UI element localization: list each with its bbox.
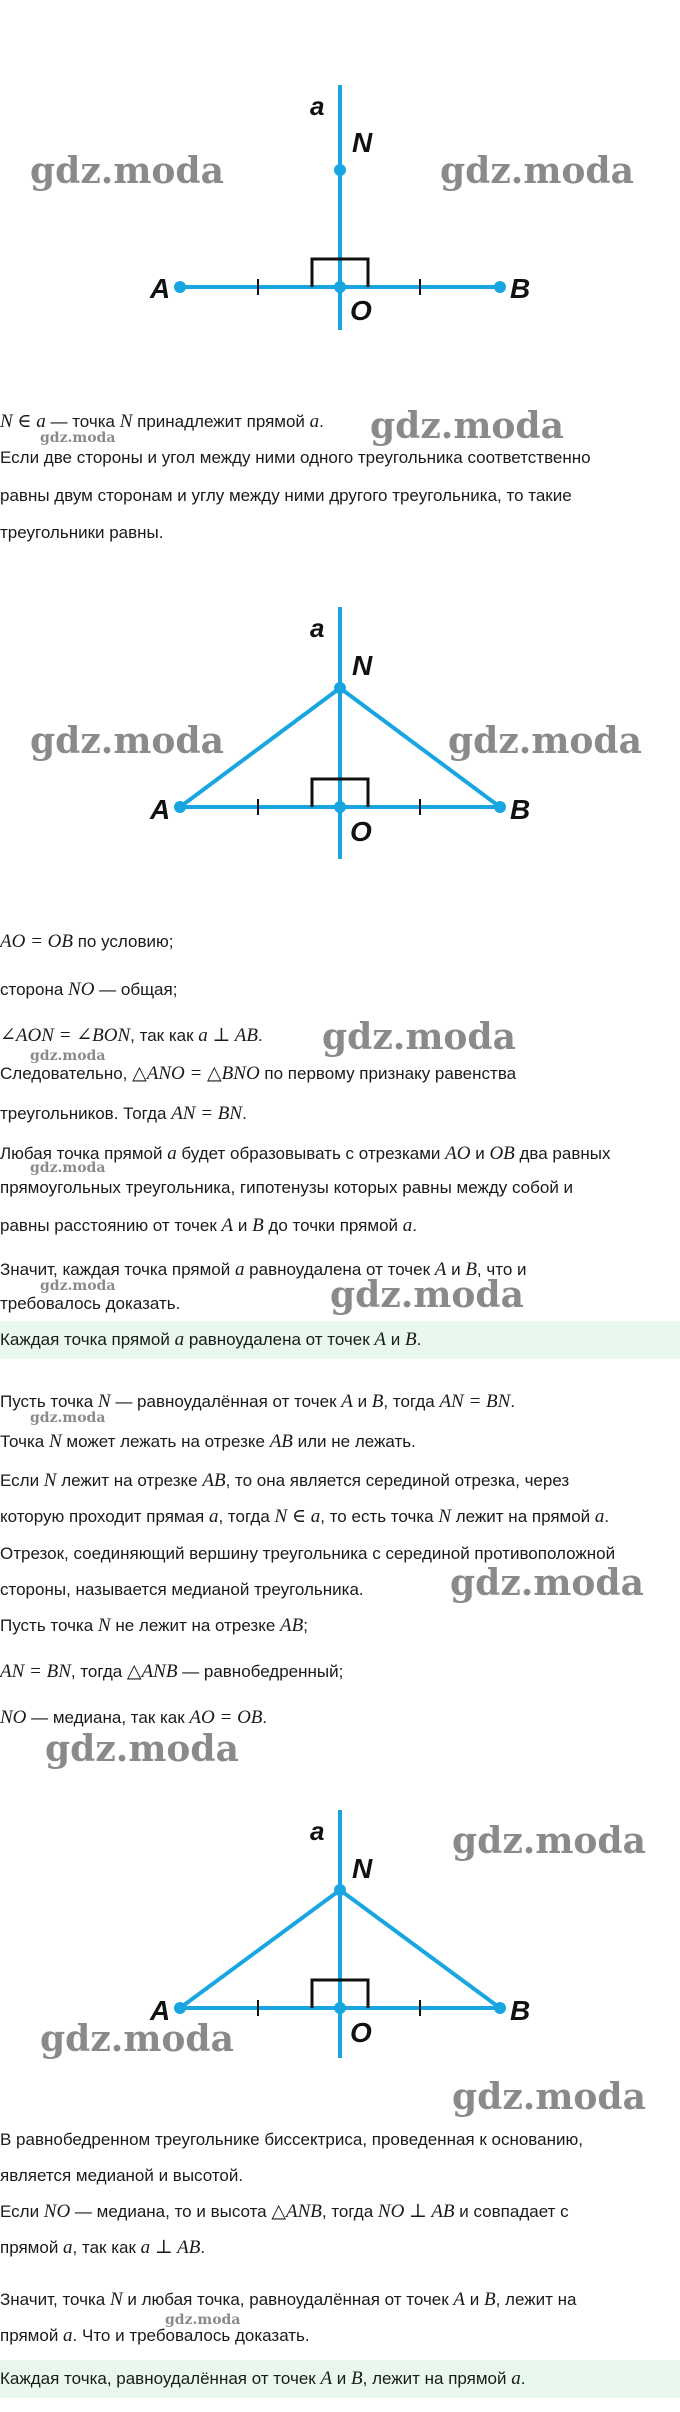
figure-1-perpendicular (0, 60, 680, 350)
text-line: треугольники равны. (0, 523, 164, 542)
watermark-small: gdz.moda (40, 1278, 116, 1294)
label-o: O (350, 295, 372, 326)
text-line: которую проходит прямая a, тогда N ∈ a, то есть точка N лежит на прямой a. (0, 1506, 610, 1527)
text-line: Значит, каждая точка прямой a равноудалена от точек A и B, что и (0, 1259, 527, 1280)
watermark: gdz.moda (450, 1562, 644, 1604)
label-a-line: a (310, 613, 325, 643)
text-line: требовалось доказать. (0, 1294, 181, 1313)
watermark-small: gdz.moda (165, 2312, 241, 2328)
label-a: A (150, 273, 171, 304)
text-line: Отрезок, соединяющий вершину треугольника с серединой противоположной (0, 1544, 616, 1563)
watermark-small: gdz.moda (30, 1160, 106, 1176)
watermark-small: gdz.moda (30, 1410, 106, 1426)
label-n: N (352, 1853, 373, 1884)
watermark: gdz.moda (370, 405, 564, 447)
watermark: gdz.moda (452, 1820, 646, 1862)
text-line: Пусть точка N не лежит на отрезке AB; (0, 1615, 308, 1636)
point-b (494, 801, 506, 813)
point-n (334, 164, 346, 176)
watermark: gdz.moda (45, 1728, 239, 1770)
label-n: N (352, 650, 373, 681)
watermark: gdz.moda (448, 720, 642, 762)
point-n (334, 1884, 346, 1896)
watermark: gdz.moda (452, 2076, 646, 2118)
text-line: прямой a. Что и требовалось доказать. (0, 2325, 310, 2346)
text-line: AO = OB по условию; (0, 931, 174, 952)
watermark: gdz.moda (40, 2018, 234, 2060)
text-line: Если две стороны и угол между ними одного треугольника соответственно (0, 448, 591, 467)
segment-bn (340, 1890, 500, 2008)
label-n: N (352, 127, 373, 158)
text-line: Точка N может лежать на отрезке AB или не лежать. (0, 1431, 416, 1452)
text-line: AN = BN, тогда △ANB — равнобедренный; (0, 1661, 344, 1682)
text-line: равны двум сторонам и углу между ними другого треугольника, то такие (0, 486, 572, 505)
label-a: A (150, 794, 171, 825)
label-a-line: a (310, 1816, 325, 1846)
label-a-line: a (310, 91, 325, 121)
point-n (334, 682, 346, 694)
segment-an (180, 1890, 340, 2008)
watermark: gdz.moda (30, 150, 224, 192)
text-line: В равнобедренном треугольнике биссектриса, проведенная к основанию, (0, 2130, 583, 2149)
text-line: ∠AON = ∠BON, так как a ⊥ AB. (0, 1025, 263, 1046)
point-o (334, 801, 346, 813)
label-b: B (510, 794, 531, 825)
text-line: прямой a, так как a ⊥ AB. (0, 2237, 206, 2258)
label-b: B (510, 273, 531, 304)
text-line: треугольников. Тогда AN = BN. (0, 1103, 247, 1124)
text-line: NO — медиана, так как AO = OB. (0, 1707, 268, 1728)
point-a (174, 801, 186, 813)
point-b (494, 2002, 506, 2014)
text-line: сторона NO — общая; (0, 979, 178, 1000)
point-a (174, 2002, 186, 2014)
text-line: является медианой и высотой. (0, 2166, 244, 2185)
watermark-small: gdz.moda (30, 1048, 106, 1064)
text-line: Любая точка прямой a будет образовывать с отрезками AO и OB два равных (0, 1143, 611, 1164)
watermark: gdz.moda (440, 150, 634, 192)
text-line: Значит, точка N и любая точка, равноудалённая от точек A и B, лежит на (0, 2289, 577, 2310)
watermark: gdz.moda (30, 720, 224, 762)
text-line: Если N лежит на отрезке AB, то она является серединой отрезка, через (0, 1470, 570, 1491)
point-o (334, 281, 346, 293)
conclusion-highlight: Каждая точка прямой a равноудалена от точек A и B. (0, 1321, 680, 1359)
label-a: A (150, 1995, 171, 2026)
watermark: gdz.moda (322, 1016, 516, 1058)
conclusion-highlight: Каждая точка, равноудалённая от точек A и B, лежит на прямой a. (0, 2360, 680, 2398)
point-a (174, 281, 186, 293)
text-line: равны расстоянию от точек A и B до точки прямой a. (0, 1215, 417, 1236)
point-o (334, 2002, 346, 2014)
label-o: O (350, 2017, 372, 2048)
text-line: прямоугольных треугольника, гипотенузы которых равны между собой и (0, 1178, 574, 1197)
text-line: стороны, называется медианой треугольника. (0, 1580, 364, 1599)
text-line: N ∈ a — точка N принадлежит прямой a. (0, 411, 324, 432)
text-line: Пусть точка N — равноудалённая от точек A и B, тогда AN = BN. (0, 1391, 516, 1412)
label-b: B (510, 1995, 531, 2026)
label-o: O (350, 816, 372, 847)
point-b (494, 281, 506, 293)
text-line: Если NO — медиана, то и высота △ANB, тогда NO ⊥ AB и совпадает с (0, 2201, 569, 2222)
watermark-small: gdz.moda (40, 430, 116, 446)
text-line: Следовательно, △ANO = △BNO по первому признаку равенства (0, 1063, 517, 1084)
watermark: gdz.moda (330, 1274, 524, 1316)
